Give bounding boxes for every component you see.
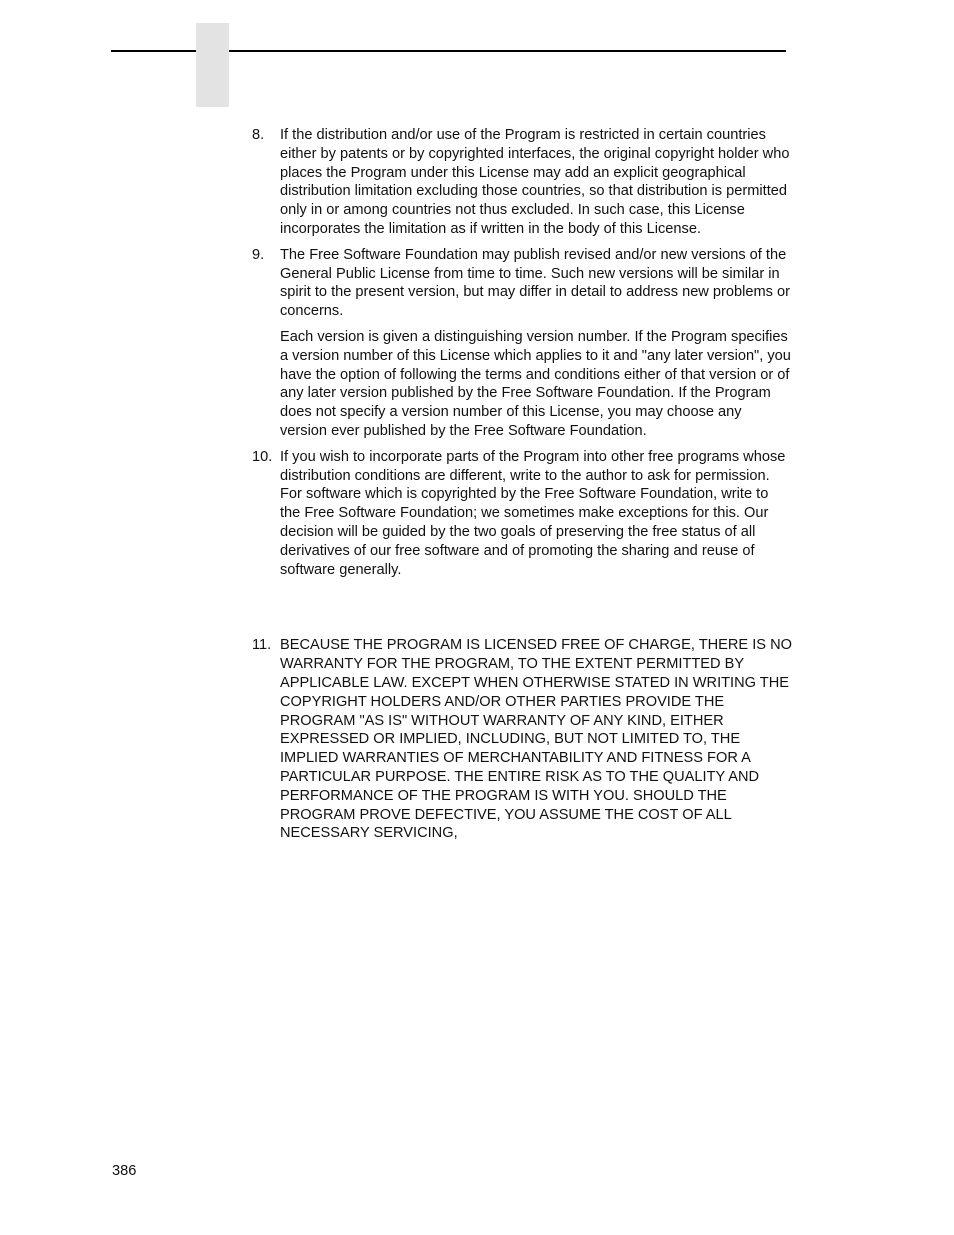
chapter-tab bbox=[196, 23, 229, 107]
item-number: 9. bbox=[252, 246, 265, 263]
list-item-8 bbox=[252, 126, 792, 239]
paragraph: The Free Software Foundation may publish revised and/or new versions of the General Public License from time to time. Such new versions will be similar in spirit to the present version, but may differ in detail to address new problems or concerns. bbox=[280, 246, 790, 320]
paragraph: Each version is given a distinguishing version number. If the Program specifies a version number of this License which applies to it and "any later version", you have the option of following the terms and conditions either of that version or of any later version published by the Free Software Foundation. If the Program does not specify a version number of this License, you may choose any version ever published by the Free Software Foundation. bbox=[280, 328, 791, 439]
item-number: 10. bbox=[252, 448, 273, 465]
item-body bbox=[280, 448, 792, 580]
item-number: 8. bbox=[252, 127, 265, 143]
item-body bbox=[280, 246, 792, 441]
page-number: 386 bbox=[112, 1163, 137, 1179]
item-body bbox=[280, 636, 792, 843]
license-text bbox=[252, 126, 792, 843]
item-body bbox=[280, 126, 792, 239]
paragraph: BECAUSE THE PROGRAM IS LICENSED FREE OF CHARGE, THERE IS NO WARRANTY FOR THE PROGRAM, TO THE EXTENT PERMITTED BY APPLICABLE LAW. EXCEPT WHEN OTHERWISE STATED IN WRITING THE COPYRIGHT HOLDERS AND/OR OTHER PARTIES PROVIDE THE PROGRAM "AS IS" WITHOUT WARRANTY OF ANY KIND, EITHER EXPRESSED OR IMPLIED, INCLUDING, BUT NOT LIMITED TO, THE IMPLIED WARRANTIES OF MERCHANTABILITY AND FITNESS FOR A PARTICULAR PURPOSE. THE ENTIRE RISK AS TO THE QUALITY AND PERFORMANCE OF THE PROGRAM IS WITH YOU. SHOULD THE PROGRAM PROVE DEFECTIVE, YOU ASSUME THE COST OF ALL NECESSARY SERVICING, bbox=[280, 637, 792, 842]
paragraph: If the distribution and/or use of the Program is restricted in certain countries either by patents or by copyrighted interfaces, the original copyright holder who places the Program under this License may add an explicit geographical distribution limitation excluding those countries, so that distribution is permitted only in or among countries not thus excluded. In such case, this License incorporates the limitation as if written in the body of this License. bbox=[280, 127, 790, 237]
paragraph: If you wish to incorporate parts of the Program into other free programs whose distribution conditions are different, write to the author to ask for permission. For software which is copyrighted by the Free Software Foundation, write to the Free Software Foundation; we sometimes make exceptions for this. Our decision will be guided by the two goals of preserving the free status of all derivatives of our free software and of promoting the sharing and reuse of software generally. bbox=[280, 448, 786, 578]
item-number: 11. bbox=[252, 637, 272, 654]
list-item-10 bbox=[252, 448, 792, 580]
list-item-11 bbox=[252, 636, 792, 843]
list-item-9 bbox=[252, 246, 792, 441]
